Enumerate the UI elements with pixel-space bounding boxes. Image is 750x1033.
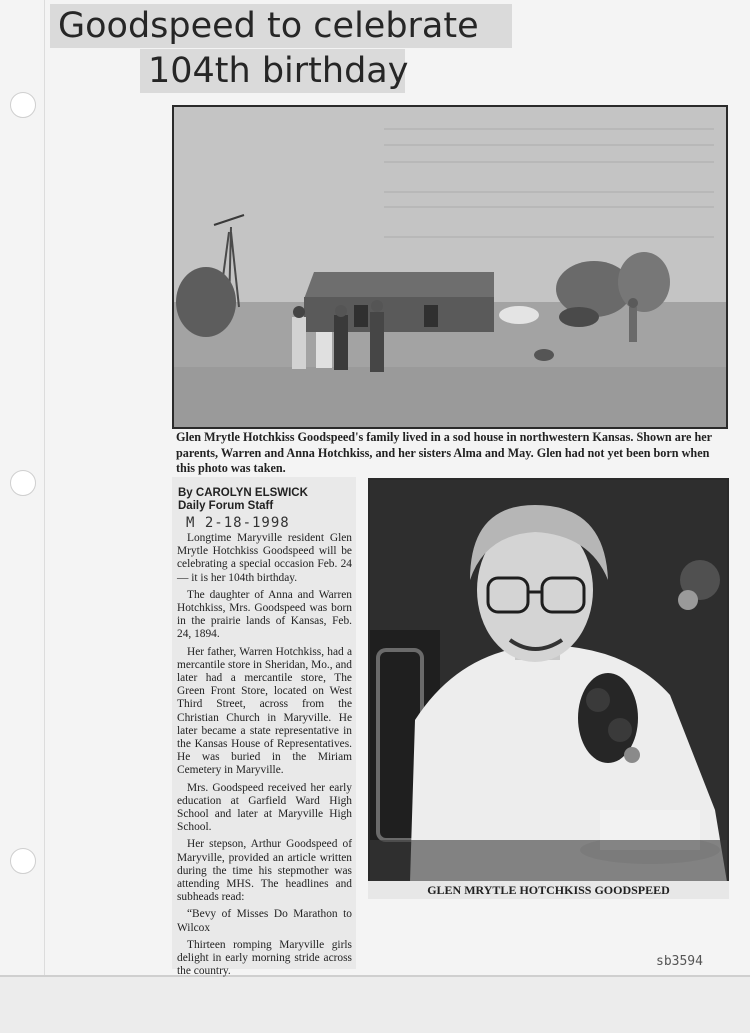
photo-caption: Glen Mrytle Hotchkiss Goodspeed's family lived in a sod house in northwestern Kansas. Shown are her parents, Warren and Anna Hotchkiss, and her sisters Alma and May. Glen had not yet been born when this photo was taken.	[176, 430, 712, 475]
byline: By CAROLYN ELSWICK	[178, 487, 308, 499]
article-paragraph: Her stepson, Arthur Goodspeed of Maryville, provided an article written during the time his stepmother was attending MHS. The headlines and subheads read:	[177, 838, 352, 904]
sod-house-family-photo	[172, 105, 728, 429]
headline-line-1: Goodspeed to celebrate	[50, 4, 512, 48]
archive-reference-number: sb3594	[656, 954, 703, 969]
page-margin-line	[44, 0, 45, 975]
article-paragraph: “Bevy of Misses Do Marathon to Wilcox	[177, 908, 352, 934]
staff-line: Daily Forum Staff	[178, 500, 274, 512]
binder-hole-top	[10, 92, 36, 118]
binder-hole-bottom	[10, 848, 36, 874]
article-paragraph: Her father, Warren Hotchkiss, had a mercantile store in Sheridan, Mo., and later had a mercantile store, The Green Front Store, located on West Third Street, across from the Christian Church in Maryville. He later became a state representative in the Kansas House of Representatives. He was buried in the Miriam Cemetery in Maryville.	[177, 645, 352, 777]
article-paragraph: The daughter of Anna and Warren Hotchkiss, Mrs. Goodspeed was born in the prairie lands of Kansas, Feb. 24, 1894.	[177, 588, 352, 641]
headline-line-2: 104th birthday	[140, 49, 405, 93]
binder-hole-middle	[10, 470, 36, 496]
article-column	[172, 477, 356, 978]
portrait-photo	[368, 478, 729, 884]
handwritten-date: M 2-18-1998	[186, 515, 290, 531]
article-paragraph: Longtime Maryville resident Glen Mrytle Hotchkiss Goodspeed will be celebrating a special occasion Feb. 24 — it is her 104th birthday.	[177, 532, 352, 584]
article-paragraph: Mrs. Goodspeed received her early education at Garfield Ward High School and later at Maryville High School.	[177, 781, 352, 834]
portrait-caption: GLEN MRYTLE HOTCHKISS GOODSPEED	[368, 881, 729, 899]
article-paragraph: Thirteen romping Maryville girls delight in early morning stride across the country.	[177, 938, 352, 978]
article-body	[172, 532, 356, 979]
